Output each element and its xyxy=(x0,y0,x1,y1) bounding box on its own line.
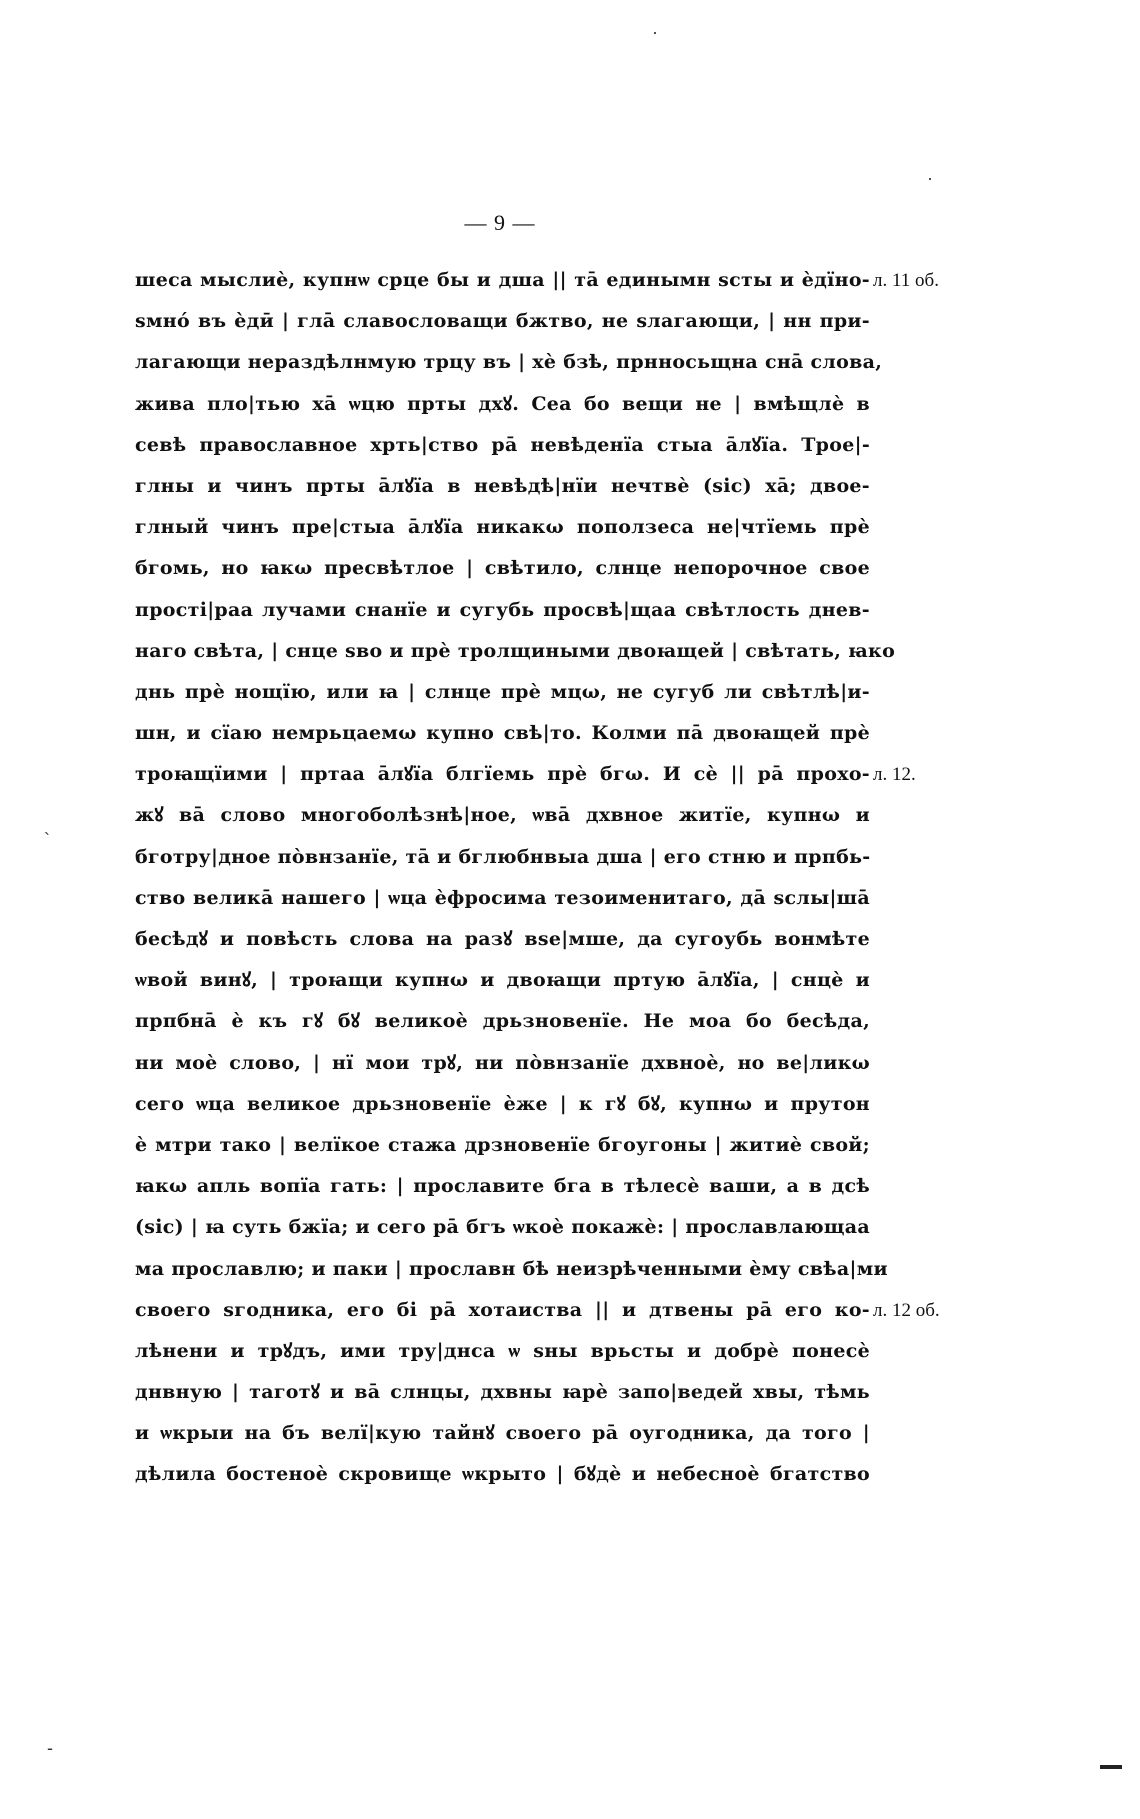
text-line xyxy=(135,754,916,795)
line-text: ѐ мтри тако | велїкое стажа дрзновенїе бгоугоны | житиѐ свой; xyxy=(135,1133,870,1156)
line-text: прпбнā ѐ къ гꙋ бꙋ великоѐ дрьзновенїе. Не моа бо бесѣда, xyxy=(135,1010,870,1033)
margin-dot: · xyxy=(927,168,933,188)
text-line xyxy=(135,631,896,672)
line-text: днвную | таготꙋ и вā слнцы, дхвны ꙗрѐ запо|ведей хвы, тѣмь xyxy=(135,1381,870,1404)
line-text: дѣлила бостеноѐ скровище ѡкрыто | бꙋдѐ и небесноѐ бгатство xyxy=(135,1463,870,1486)
text-line xyxy=(135,713,870,754)
line-text: глны и чинъ прты āлꙋїа в невѣдѣ|нїи нечтвѐ (sic) хā; двое- xyxy=(135,474,870,497)
text-line xyxy=(135,1001,870,1042)
text-line xyxy=(135,384,870,425)
line-text: наго свѣта, | снце ѕво и прѐ тролщиными двоꙗщей | свѣтать, ꙗко xyxy=(135,639,896,662)
line-text: ма прославлю; и паки | прославн бѣ неизрѣченными ѐму свѣа|ми xyxy=(135,1257,888,1280)
text-line xyxy=(135,1043,870,1084)
text-line xyxy=(135,960,870,1001)
text-line xyxy=(135,507,870,548)
corner-mark: · xyxy=(652,22,658,42)
line-text: и ѡкрыи на бъ велї|кую тайнꙋ своего рā оугодника, да того | xyxy=(135,1422,870,1445)
line-text: бесѣдꙋ и повѣсть слова на разꙋ вѕе|мше, да сугоубь вонмѣте xyxy=(135,928,870,950)
text-line xyxy=(135,342,883,383)
text-line xyxy=(135,878,870,919)
page-number: — 9 — xyxy=(464,210,536,235)
text-line xyxy=(135,1413,870,1454)
margin-tick: ` xyxy=(44,830,50,850)
text-line xyxy=(135,837,870,878)
line-text: ѡвой винꙋ, | троꙗщи купнω и двоꙗщи пртую āлꙋїа, | снцѐ и xyxy=(135,969,870,992)
folio-margin-note: л. 11 об. xyxy=(873,270,939,291)
text-line xyxy=(135,425,870,466)
line-text: троꙗщїими | пртаа āлꙋїа блгїемь прѐ бгω. И сѐ || рā прохо- xyxy=(135,763,870,786)
line-text: днь прѐ нощїю, или ꙗ | слнце прѐ мцω, не сугуб ли свѣтлѣ|и- xyxy=(135,680,870,703)
text-line xyxy=(135,1372,870,1413)
text-line xyxy=(135,919,870,960)
text-line xyxy=(135,1290,940,1331)
bottom-right-dash xyxy=(1100,1765,1122,1769)
line-text: ꙗкω апль вопїа гать: | прославите бга в тѣлесѐ ваши, а в дсѣ xyxy=(135,1175,870,1198)
line-text: ни моѐ слово, | нї мои трꙋ, ни пòвнзанїе дхвноѐ, но ве|ликω xyxy=(135,1051,870,1074)
text-line xyxy=(135,1084,870,1125)
text-line xyxy=(135,260,939,301)
line-text: шеса мыслиѐ, купнѡ срце бы и дша || тā единымн ѕсты и ѐдїно- xyxy=(135,269,870,291)
line-text: прості|раа лучами снанїе и сугубь просвѣ|щаа свѣтлость днев- xyxy=(135,598,870,621)
folio-margin-note: л. 12. xyxy=(873,764,916,786)
body-text xyxy=(135,260,940,1496)
text-line xyxy=(135,466,870,507)
text-line xyxy=(135,1166,870,1207)
line-text: своего ѕгодника, его бі рā хотаиства || и дтвены рā его ко- xyxy=(135,1298,870,1321)
line-text: жꙋ вā слово многоболѣзнѣ|ное, ѡвā дхвное житїе, купнω и xyxy=(135,804,870,827)
line-text: ство великā нашего | ѡца ѐфросима тезоименитаго, дā ѕслы|шā xyxy=(135,886,870,909)
text-line xyxy=(135,795,870,836)
text-line xyxy=(135,1207,870,1248)
text-line xyxy=(135,1249,888,1290)
line-text: бгомь, но ꙗкω пресвѣтлое | свѣтило, слнце непорочное свое xyxy=(135,557,870,580)
line-text: ѕмнó въ ѐдӣ | глā славословащи бжтво, не ѕлагающи, | нн при- xyxy=(135,310,870,333)
text-line xyxy=(135,1454,870,1495)
text-line xyxy=(135,548,870,589)
line-text: глный чинъ пре|стыа āлꙋїа никакω поползеса не|чтїемь прѐ xyxy=(135,516,870,539)
line-text: бготру|дное пòвнзанїе, тā и бглюбнвыа дша | его стню и прпбь- xyxy=(135,845,871,868)
line-text: севѣ православное хрть|ство рā невѣденїа стыа āлꙋїа. Трое|- xyxy=(135,433,870,456)
line-text: сего ѡца великое дрьзновенїе ѐже | к гꙋ бꙋ, купнω и прутон xyxy=(135,1092,870,1115)
line-text: жива пло|тью хā ѡцю прты дхꙋ. Сеа бо вещи не | вмѣщлѐ в xyxy=(135,392,870,415)
bottom-left-tick: - xyxy=(47,1738,53,1758)
text-line xyxy=(135,301,870,342)
line-text: (sic) | ꙗ суть бжїа; и сего рā бгъ ѡкоѐ покажѐ: | прославлающаа xyxy=(135,1216,870,1239)
text-line xyxy=(135,590,870,631)
line-text: лагающи нераздѣлнмую трцу въ | хѐ бзѣ, прнносьщна снā слова, xyxy=(135,351,883,374)
folio-margin-note: л. 12 об. xyxy=(873,1299,940,1321)
text-line xyxy=(135,672,870,713)
text-line xyxy=(135,1125,870,1166)
line-text: шн, и сїаю немрьцаемω купно свѣ|то. Колми пā двоꙗщей прѐ xyxy=(135,722,870,745)
text-line xyxy=(135,1331,870,1372)
line-text: лѣнени и трꙋдъ, ими тру|днса ѡ ѕны врьсты и добрѐ понесѐ xyxy=(135,1339,870,1362)
